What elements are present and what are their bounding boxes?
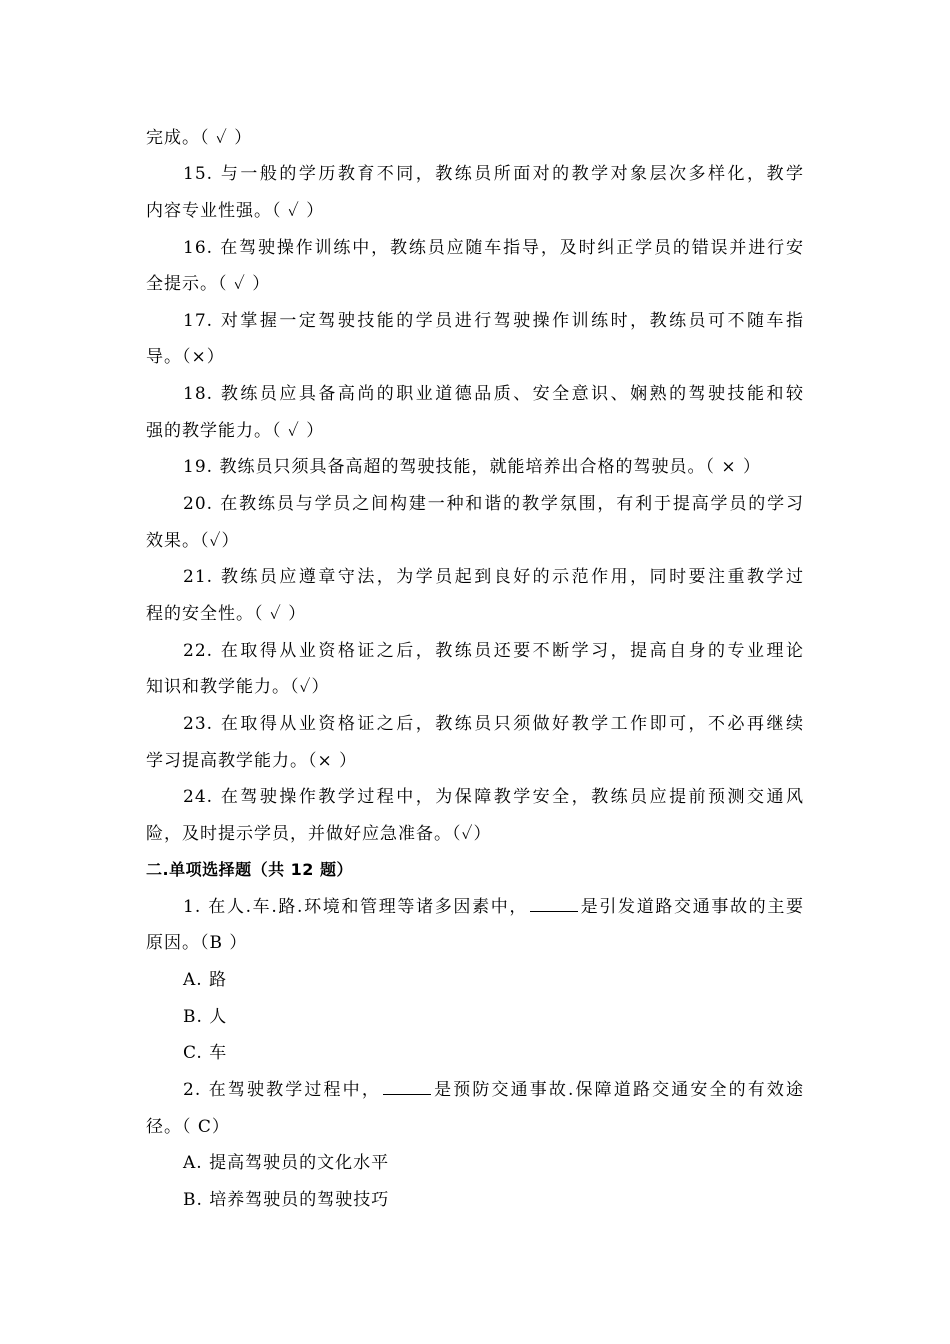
tf-23-line1: 23. 在取得从业资格证之后，教练员只须做好教学工作即可，不必再继续 [183, 714, 804, 734]
tf-18-line1: 18. 教练员应具备高尚的职业道德品质、安全意识、娴熟的驾驶技能和较 [183, 384, 804, 404]
mc-1-line1 [183, 896, 804, 918]
mc-2-stem-start: 2. 在驾驶教学过程中， [183, 1080, 381, 1100]
tf-20-line1: 20. 在教练员与学员之间构建一种和谐的教学氛围，有利于提高学员的学习 [183, 494, 804, 514]
mc-1-stem-end: 是引发道路交通事故的主要 [580, 897, 804, 917]
answer-blank [530, 897, 578, 912]
mc-1-option-b: B. 人 [183, 1007, 228, 1027]
tf-14-end: 完成。（ ✓ ） [146, 128, 253, 148]
mc-2-line2: 径。（ C） [146, 1117, 230, 1137]
tf-18-line2: 强的教学能力。（ ✓ ） [146, 421, 325, 441]
tf-21-line1: 21. 教练员应遵章守法，为学员起到良好的示范作用，同时要注重教学过 [183, 567, 804, 587]
tf-20-line2: 效果。（✓） [146, 531, 240, 551]
mc-2-line1 [183, 1079, 804, 1101]
mc-1-option-a: A. 路 [183, 970, 228, 990]
answer-blank [383, 1080, 431, 1095]
tf-19: 19. 教练员只须具备高超的驾驶技能，就能培养出合格的驾驶员。（ × ） [183, 457, 761, 477]
tf-22-line2: 知识和教学能力。（✓） [146, 677, 330, 697]
tf-24-line2: 险，及时提示学员，并做好应急准备。（✓） [146, 824, 492, 844]
mc-2-stem-end: 是预防交通事故.保障道路交通安全的有效途 [432, 1080, 805, 1100]
tf-16-line2: 全提示。（ ✓ ） [146, 274, 271, 294]
tf-24-line1: 24. 在驾驶操作教学过程中，为保障教学安全，教练员应提前预测交通风 [183, 787, 804, 807]
tf-15-line2: 内容专业性强。（ ✓ ） [146, 201, 325, 221]
mc-2-option-a: A. 提高驾驶员的文化水平 [183, 1153, 390, 1173]
tf-16-line1: 16. 在驾驶操作训练中，教练员应随车指导，及时纠正学员的错误并进行安 [183, 238, 804, 258]
tf-21-line2: 程的安全性。（ ✓ ） [146, 604, 307, 624]
tf-15-line1: 15. 与一般的学历教育不同，教练员所面对的教学对象层次多样化，教学 [183, 164, 804, 184]
section-heading: 二.单项选择题（共 12 题） [146, 860, 353, 879]
tf-22-line1: 22. 在取得从业资格证之后，教练员还要不断学习，提高自身的专业理论 [183, 641, 804, 661]
mc-1-option-c: C. 车 [183, 1043, 228, 1063]
mc-1-stem-start: 1. 在人.车.路.环境和管理等诸多因素中， [183, 897, 529, 917]
tf-17-line1: 17. 对掌握一定驾驶技能的学员进行驾驶操作训练时，教练员可不随车指 [183, 311, 804, 331]
mc-2-option-b: B. 培养驾驶员的驾驶技巧 [183, 1190, 390, 1210]
mc-1-line2: 原因。（B ） [146, 933, 248, 953]
tf-17-line2: 导。（×） [146, 347, 225, 367]
tf-23-line2: 学习提高教学能力。（× ） [146, 751, 358, 771]
